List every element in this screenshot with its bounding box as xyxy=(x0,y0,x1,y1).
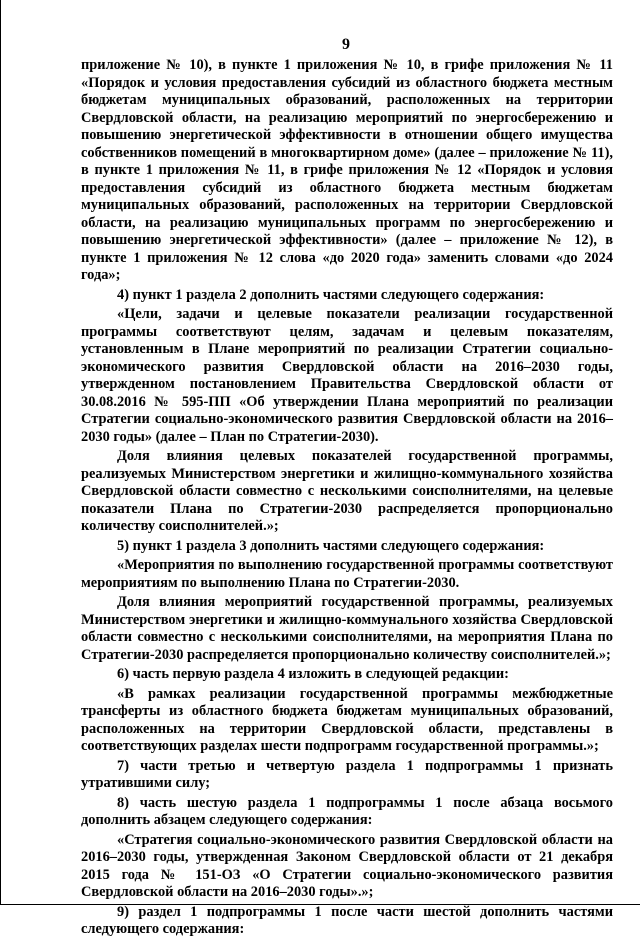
paragraph-item-5: 5) пункт 1 раздела 3 дополнить частями следующего содержания: xyxy=(117,537,545,554)
paragraph-item-9: 9) раздел 1 подпрограммы 1 после части шестой дополнить частями следующего содержания: xyxy=(81,903,613,937)
page-number: 9 xyxy=(342,36,350,53)
paragraph-quote-strategy: «Стратегия социально-экономического развития Свердловской области на 2016–2030 годы, утвержденная Законом Свердловской области от 21 декабря 2015 года № 151-ОЗ «О Стратегии социально-экономического развития Свердловской области на 2016–2030 годы».»; xyxy=(81,831,613,900)
document-body xyxy=(81,57,613,941)
paragraph-continuation: приложение № 10), в пункте 1 приложения № 10, в грифе приложения № 11 «Порядок и условия предоставления субсидий из областного бюджета местным бюджетам муниципальных образований, расположенных на территории Свердловской области, на реализацию мероприятий по энергосбережению и повышению энергетической эффективности в отношении общего имущества собственников помещений в многоквартирном доме» (далее – приложение № 11), в пункте 1 приложения № 11, в грифе приложения № 12 «Порядок и условия предоставления субсидий из областного бюджета местным бюджетам муниципальных образований, расположенных на территории Свердловской области, на реализацию муниципальных программ по энергосбережению и повышению энергетической эффективности» (далее – приложение № 12), в пункте 1 приложения № 12 слова «до 2020 года» заменить словами «до 2024 года»; xyxy=(81,57,613,283)
paragraph-quote-transfers: «В рамках реализации государственной программы межбюджетные трансферты из областного бюджета бюджетам муниципальных образований, расположенных на территории Свердловской области, представлены в соответствующих разделах шести подпрограмм государственной программы.»; xyxy=(81,685,613,754)
paragraph-quote-measures: «Мероприятия по выполнению государственной программы соответствуют мероприятиям по выполнению Плана по Стратегии-2030. xyxy=(81,557,613,591)
paragraph-indicator-share: Доля влияния целевых показателей государственной программы, реализуемых Министерством энергетики и жилищно-коммунального хозяйства Свердловской области совместно с несколькими соисполнителями, на целевые показатели Плана по Стратегии-2030 распределяется пропорционально количеству соисполнителей.»; xyxy=(81,448,613,534)
paragraph-item-6: 6) часть первую раздела 4 изложить в следующей редакции: xyxy=(117,666,509,682)
paragraph-item-4: 4) пункт 1 раздела 2 дополнить частями следующего содержания: xyxy=(117,286,545,303)
paragraph-quote-goals: «Цели, задачи и целевые показатели реализации государственной программы соответствуют целям, задачам и целевым показателям, установленным в Плане мероприятий по реализации Стратегии социально-экономического развития Свердловской области на 2016–2030 годы, утвержденном постановлением Правительства Свердловской области от 30.08.2016 № 595-ПП «Об утверждении Плана мероприятий по реализации Стратегии социально-экономического развития Свердловской области на 2016–2030 годы» (далее – План по Стратегии-2030). xyxy=(81,306,613,445)
paragraph-measures-share: Доля влияния мероприятий государственной программы, реализуемых Министерством энергетики и жилищно-коммунального хозяйства Свердловской области совместно с несколькими соисполнителями, на мероприятия Плана по Стратегии-2030 распределяется пропорционально количеству соисполнителей.»; xyxy=(81,594,613,663)
paragraph-item-8: 8) часть шестую раздела 1 подпрограммы 1 после абзаца восьмого дополнить абзацем следующего содержания: xyxy=(81,794,613,828)
paragraph-item-7: 7) части третью и четвертую раздела 1 подпрограммы 1 признать утратившими силу; xyxy=(81,757,613,791)
